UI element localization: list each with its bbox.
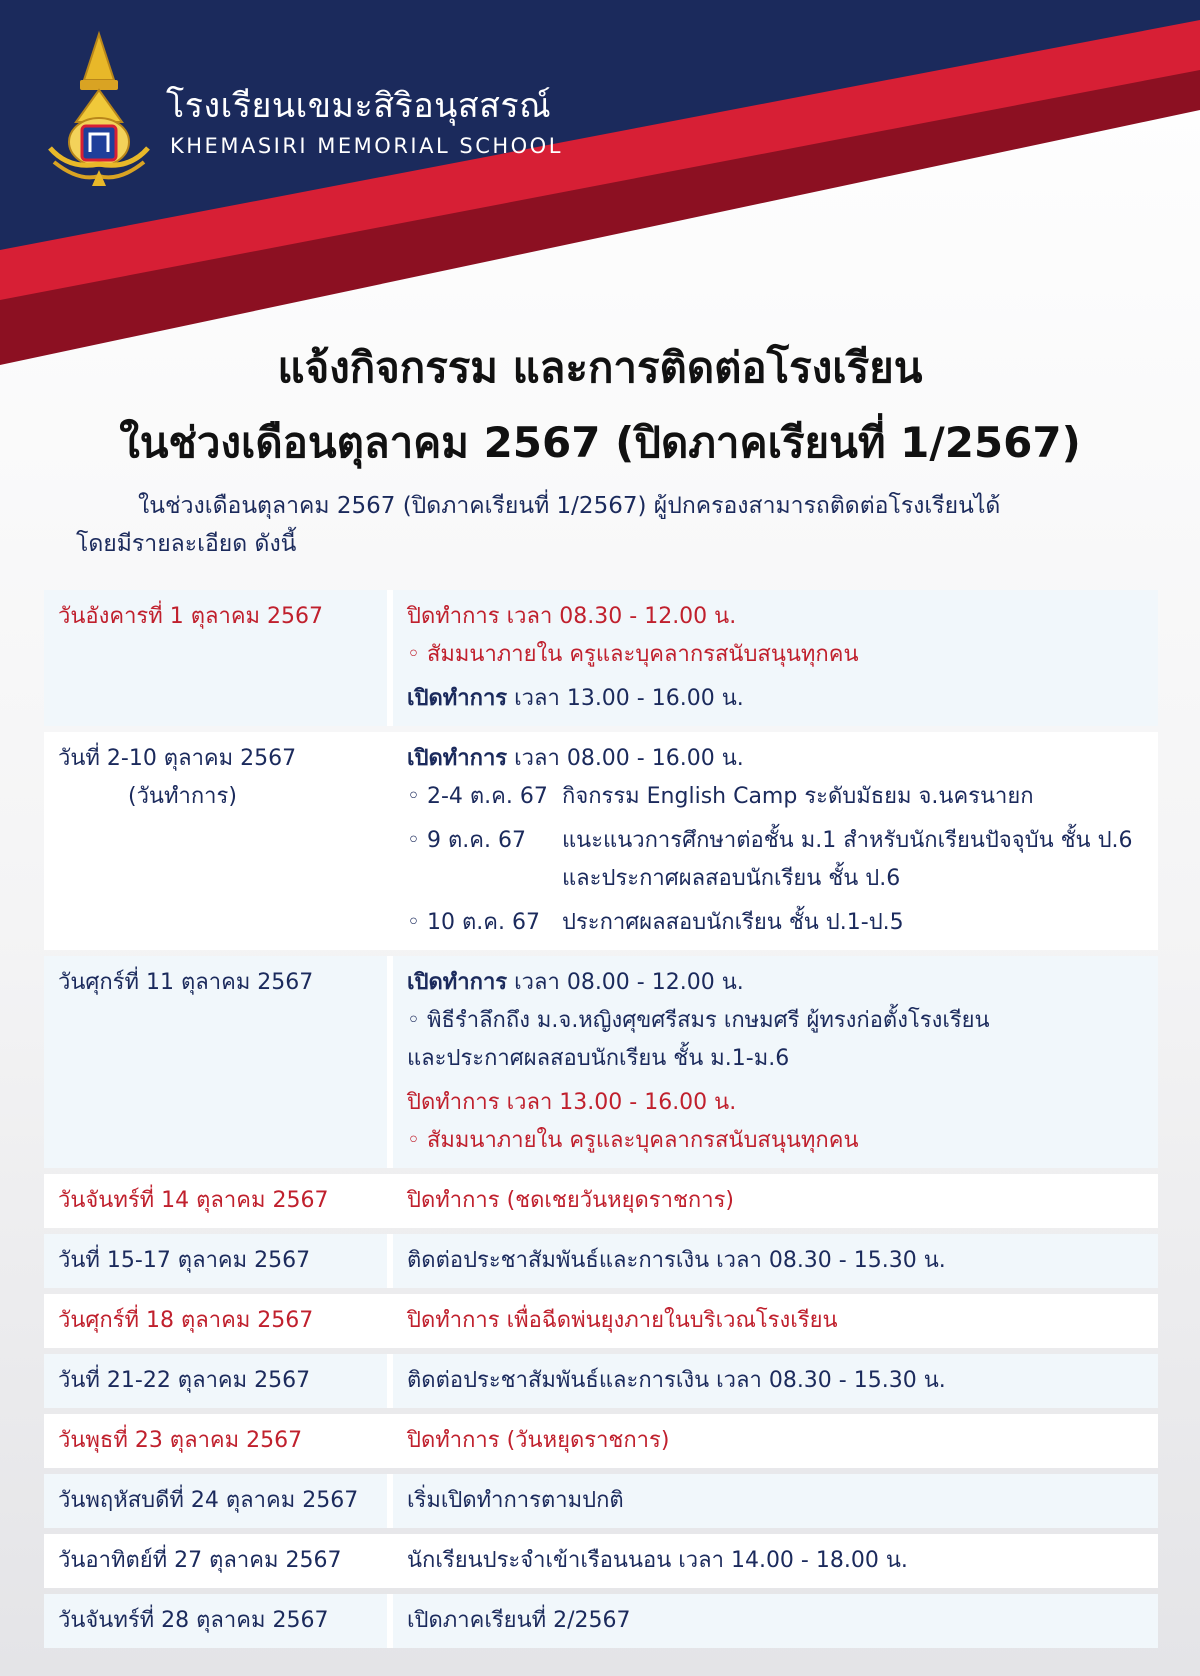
schedule-row bbox=[44, 1594, 1158, 1648]
schedule-detail: ติดต่อประชาสัมพันธ์และการเงิน เวลา 08.30 - 15.30 น. bbox=[387, 1354, 1158, 1408]
schedule-row bbox=[44, 590, 1158, 726]
activity-text-continued: และประกาศผลสอบนักเรียน ชั้น ม.1-ม.6 bbox=[407, 1046, 790, 1071]
intro-paragraph bbox=[76, 487, 1156, 563]
schedule-date: วันพฤหัสบดีที่ 24 ตุลาคม 2567 bbox=[44, 1474, 387, 1528]
schedule-row bbox=[44, 1474, 1158, 1528]
schedule-detail: ปิดทำการ (วันหยุดราชการ) bbox=[387, 1414, 1158, 1468]
header-banner bbox=[0, 0, 1200, 380]
open-time-line bbox=[407, 680, 1144, 718]
closed-time: ปิดทำการ เวลา 08.30 - 12.00 น. bbox=[407, 604, 737, 629]
schedule-row bbox=[44, 1534, 1158, 1588]
closed-time: ปิดทำการ เวลา 13.00 - 16.00 น. bbox=[407, 1090, 737, 1115]
schedule-detail: ติดต่อประชาสัมพันธ์และการเงิน เวลา 08.30 - 15.30 น. bbox=[387, 1234, 1158, 1288]
activity-text: กิจกรรม English Camp ระดับมัธยม จ.นครนายก bbox=[562, 784, 1034, 809]
schedule-date: วันจันทร์ที่ 14 ตุลาคม 2567 bbox=[44, 1174, 387, 1228]
school-name-thai: โรงเรียนเขมะสิริอนุสสรณ์ bbox=[166, 86, 552, 126]
schedule-row bbox=[44, 1174, 1158, 1228]
open-label: เปิดทำการ bbox=[407, 746, 508, 771]
schedule-detail: เริ่มเปิดทำการตามปกติ bbox=[387, 1474, 1158, 1528]
activity-text: แนะแนวการศึกษาต่อชั้น ม.1 สำหรับนักเรียนปัจจุบัน ชั้น ป.6 bbox=[562, 828, 1133, 853]
schedule-row bbox=[44, 1234, 1158, 1288]
schedule-date: วันศุกร์ที่ 11 ตุลาคม 2567 bbox=[44, 956, 387, 1168]
schedule-row bbox=[44, 956, 1158, 1168]
open-time: เวลา 08.00 - 12.00 น. bbox=[507, 970, 744, 995]
schedule-date-note: (วันทำการ) bbox=[128, 784, 237, 809]
activity-text: ประกาศผลสอบนักเรียน ชั้น ป.1-ป.5 bbox=[562, 910, 904, 935]
schedule-row bbox=[44, 732, 1158, 950]
schedule-detail bbox=[387, 732, 1158, 950]
school-name-english: KHEMASIRI MEMORIAL SCHOOL bbox=[170, 134, 563, 158]
schedule-date: วันอาทิตย์ที่ 27 ตุลาคม 2567 bbox=[44, 1534, 387, 1588]
page-subtitle: ในช่วงเดือนตุลาคม 2567 (ปิดภาคเรียนที่ 1/2567) bbox=[119, 418, 1081, 467]
activity-date: ◦ 9 ต.ค. 67 bbox=[407, 828, 526, 853]
activity-item bbox=[407, 904, 1144, 942]
schedule-row bbox=[44, 1354, 1158, 1408]
schedule-detail: ปิดทำการ เพื่อฉีดพ่นยุงภายในบริเวณโรงเรียน bbox=[387, 1294, 1158, 1348]
schedule-date: วันที่ 15-17 ตุลาคม 2567 bbox=[44, 1234, 387, 1288]
open-time: เวลา 13.00 - 16.00 น. bbox=[507, 686, 744, 711]
activity-text: ◦ พิธีรำลึกถึง ม.จ.หญิงศุขศรีสมร เกษมศรี ผู้ทรงก่อตั้งโรงเรียน bbox=[407, 1008, 990, 1033]
open-time-line bbox=[407, 964, 1144, 1002]
schedule-row bbox=[44, 1294, 1158, 1348]
school-logo bbox=[44, 30, 154, 190]
schedule-table bbox=[44, 584, 1158, 1654]
schedule-detail: เปิดภาคเรียนที่ 2/2567 bbox=[387, 1594, 1158, 1648]
open-label: เปิดทำการ bbox=[407, 686, 508, 711]
activity-item bbox=[407, 778, 1144, 816]
schedule-date: วันที่ 2-10 ตุลาคม 2567 bbox=[58, 746, 297, 771]
activity-date: ◦ 10 ต.ค. 67 bbox=[407, 910, 540, 935]
schedule-date: วันศุกร์ที่ 18 ตุลาคม 2567 bbox=[44, 1294, 387, 1348]
schedule-row bbox=[44, 1414, 1158, 1468]
schedule-date: วันที่ 21-22 ตุลาคม 2567 bbox=[44, 1354, 387, 1408]
activity-date: ◦ 2-4 ต.ค. 67 bbox=[407, 784, 548, 809]
schedule-detail: นักเรียนประจำเข้าเรือนนอน เวลา 14.00 - 18.00 น. bbox=[387, 1534, 1158, 1588]
intro-line-1: ในช่วงเดือนตุลาคม 2567 (ปิดภาคเรียนที่ 1/2567) ผู้ปกครองสามารถติดต่อโรงเรียนได้ bbox=[138, 493, 1001, 519]
schedule-date: วันอังคารที่ 1 ตุลาคม 2567 bbox=[44, 590, 387, 726]
closed-item: ◦ สัมมนาภายใน ครูและบุคลากรสนับสนุนทุกคน bbox=[407, 1128, 859, 1153]
open-time-line bbox=[407, 740, 1144, 778]
open-label: เปิดทำการ bbox=[407, 970, 508, 995]
schedule-date: วันจันทร์ที่ 28 ตุลาคม 2567 bbox=[44, 1594, 387, 1648]
intro-line-2: โดยมีรายละเอียด ดังนี้ bbox=[76, 531, 297, 557]
schedule-date: วันพุธที่ 23 ตุลาคม 2567 bbox=[44, 1414, 387, 1468]
activity-text-continued: และประกาศผลสอบนักเรียน ชั้น ป.6 bbox=[562, 866, 901, 891]
open-time: เวลา 08.00 - 16.00 น. bbox=[507, 746, 744, 771]
schedule-detail bbox=[387, 590, 1158, 726]
schedule-detail: ปิดทำการ (ชดเชยวันหยุดราชการ) bbox=[387, 1174, 1158, 1228]
closed-item: ◦ สัมมนาภายใน ครูและบุคลากรสนับสนุนทุกคน bbox=[407, 642, 859, 667]
schedule-date-cell bbox=[44, 732, 387, 950]
activity-text-block bbox=[562, 822, 1144, 898]
schedule-detail bbox=[387, 956, 1158, 1168]
activity-item bbox=[407, 822, 1144, 898]
page-title: แจ้งกิจกรรม และการติดต่อโรงเรียน bbox=[277, 343, 923, 392]
